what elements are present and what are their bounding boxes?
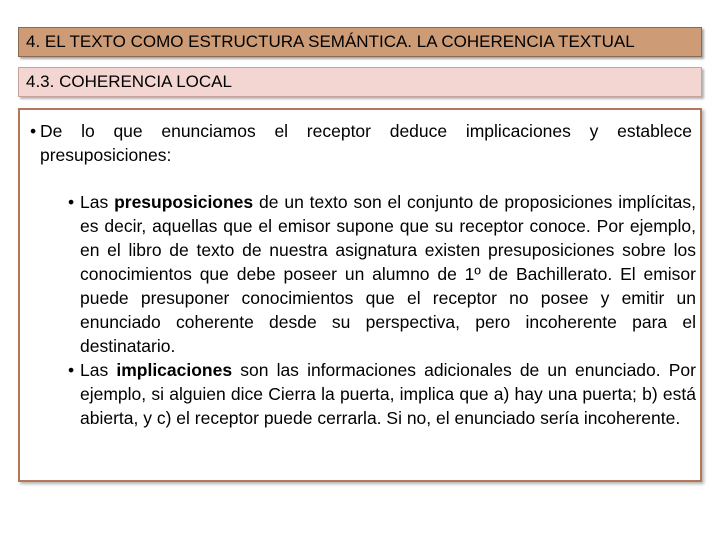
main-bullet-text: De lo que enunciamos el receptor deduce implicaciones y establece presuposiciones: (40, 121, 692, 165)
sub-bullet-prefix: Las (80, 192, 115, 212)
bullet-dot: • (68, 360, 75, 380)
sub-bullet-text (70, 358, 696, 430)
slide-subtitle: 4.3. COHERENCIA LOCAL (26, 72, 232, 91)
sub-bullet-body: de un texto son el conjunto de proposiciones implícitas, es decir, aquellas que el emisor supone que su receptor conoce. Por ejemplo, en el libro de texto de nuestra asignatura existen presuposiciones sobre los conocimientos que debe poseer un alumno de 1º de Bachillerato. El emisor puede presuponer conocimientos que el receptor no posee y emitir un enunciado coherente desde su perspectiva, pero incoherente para el destinatario. (80, 192, 696, 356)
bullet-dot: • (68, 192, 75, 212)
bullet-dot: • (30, 121, 37, 141)
content-box (18, 108, 702, 482)
sub-bullet-list (70, 190, 696, 430)
sub-bullet-body: son las informaciones adicionales de un enunciado. Por ejemplo, si alguien dice Cierra la puerta, implica que a) hay una puerta; b) está abierta, y c) el receptor puede cerrarla. Si no, el enunciado sería incoherente. (80, 360, 696, 428)
sub-bullet-presuposiciones (70, 190, 696, 358)
term-implicaciones: implicaciones (116, 360, 233, 380)
sub-bullet-prefix: Las (80, 360, 117, 380)
sub-bullet-implicaciones (70, 358, 696, 430)
sub-bullet-text (70, 190, 696, 358)
slide-title: 4. EL TEXTO COMO ESTRUCTURA SEMÁNTICA. LA COHERENCIA TEXTUAL (26, 32, 635, 51)
slide-subtitle-bar (18, 67, 702, 97)
term-presuposiciones: presuposiciones (114, 192, 254, 212)
slide-title-bar (18, 27, 702, 57)
main-bullet (30, 119, 692, 167)
